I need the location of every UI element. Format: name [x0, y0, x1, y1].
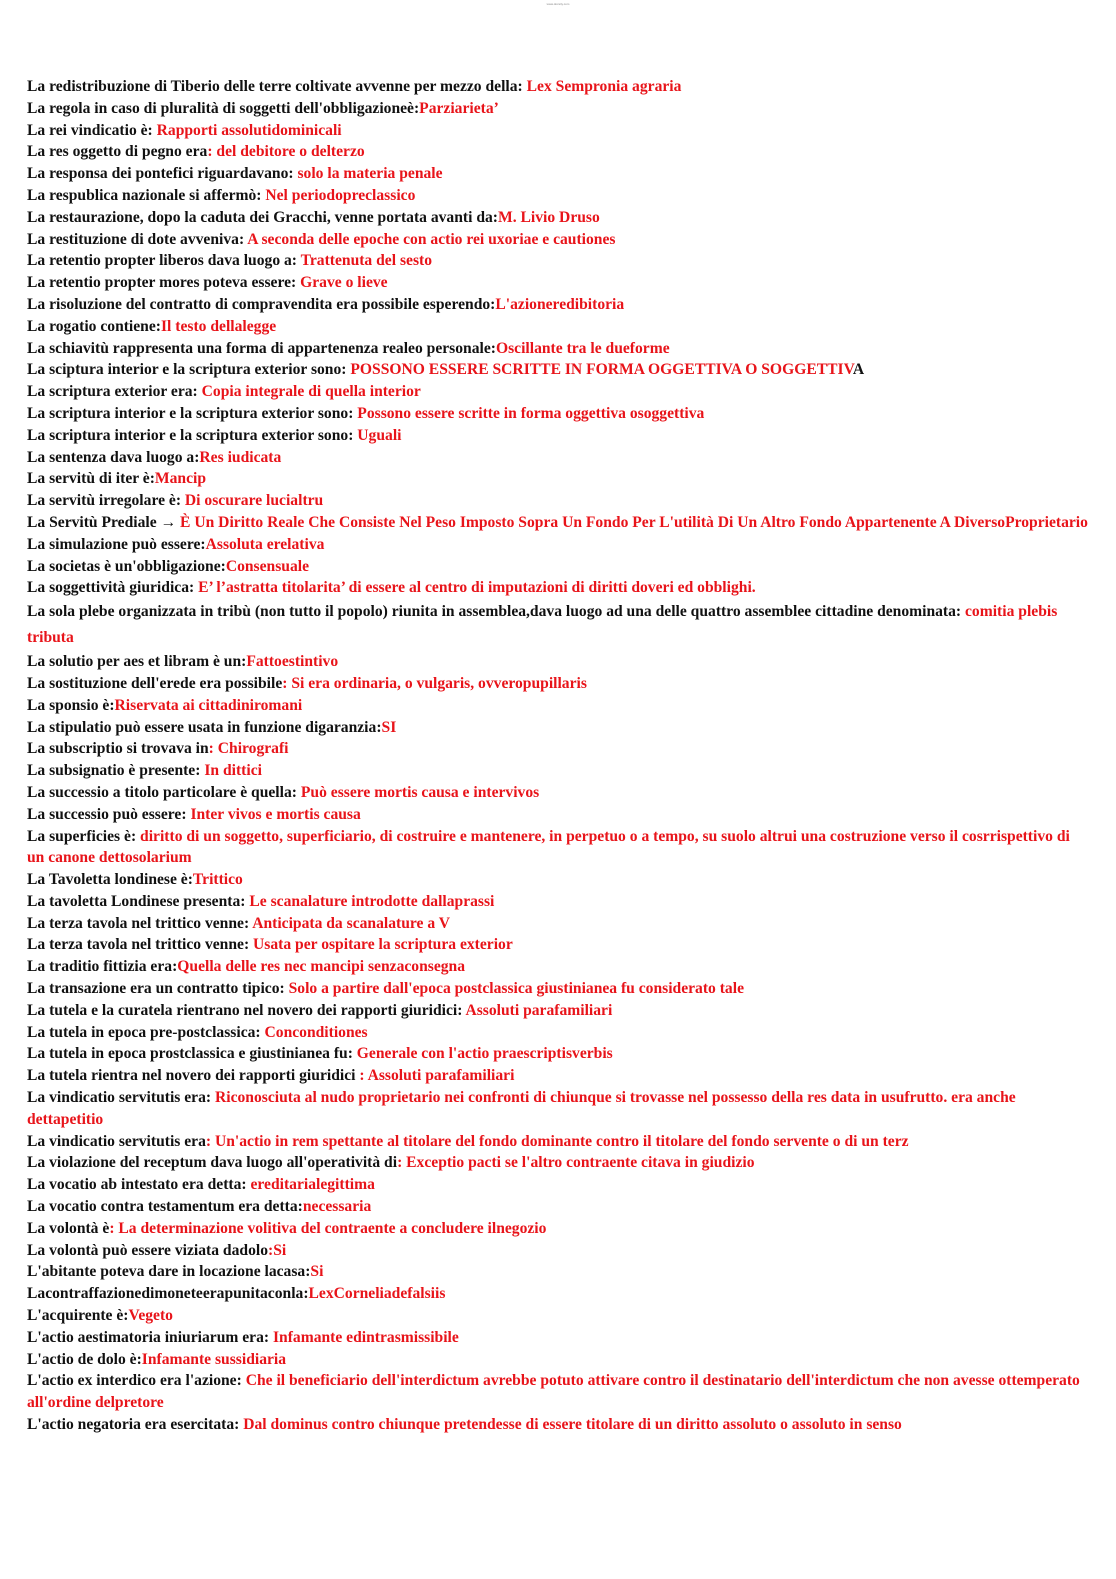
question-text: La solutio per aes et libram è un: — [27, 653, 247, 671]
answer-text: : Si era ordinaria, o vulgaris, ovveropupillaris — [282, 674, 587, 692]
question-text: La volontà può essere viziata dadolo — [27, 1241, 268, 1259]
answer-text: Possono essere scritte in forma oggettiva osoggettiva — [357, 404, 705, 422]
question-text: La rogatio contiene: — [27, 317, 161, 335]
answer-text: Anticipata da scanalature a V — [252, 914, 451, 932]
question-text: La vindicatio servitutis era — [27, 1132, 206, 1150]
qa-entry — [27, 738, 1089, 760]
answer-text: Vegeto — [128, 1307, 173, 1325]
question-text: La terza tavola nel trittico venne: — [27, 936, 254, 954]
question-text: La retentio propter mores poteva essere: — [27, 274, 301, 292]
question-text: La tavoletta Londinese presenta: — [27, 892, 250, 910]
answer-text: M. Livio Druso — [497, 208, 600, 226]
page-header-mark: www.docsity.com — [546, 2, 570, 6]
question-text: La subscriptio si trovava in — [27, 740, 209, 758]
question-text: La sostituzione dell'erede era possibile — [27, 674, 283, 692]
answer-text: : Assoluti parafamiliari — [359, 1067, 515, 1085]
answer-text: Lex Sempronia agraria — [526, 78, 682, 95]
question-text: La superficies è: — [27, 827, 141, 845]
question-text: La volontà è — [27, 1219, 110, 1237]
qa-entry — [27, 447, 1089, 469]
answer-text: Si — [310, 1263, 324, 1281]
qa-entry — [27, 934, 1089, 956]
question-text: La Servitù Prediale → — [27, 513, 181, 531]
answer-text: Infamante sussidiaria — [141, 1350, 287, 1368]
qa-entry — [27, 1152, 1089, 1174]
answer-text: LexCorneliadefalsiis — [308, 1285, 446, 1303]
qa-entry — [27, 804, 1089, 826]
answer-text: Copia integrale di quella interior — [201, 383, 421, 401]
qa-entry — [27, 294, 1089, 316]
answer-text: Che il beneficiario dell'interdictum avrebbe potuto attivare contro il destinatario dell'interdictum che non avesse ottemperato all'ordine delpretore — [27, 1372, 1080, 1412]
question-text: La retentio propter liberos dava luogo a: — [27, 252, 301, 270]
question-text: L'actio de dolo è: — [27, 1350, 142, 1368]
qa-entry — [27, 1305, 1089, 1327]
question-text: La scriptura interior e la scriptura exterior sono: — [27, 404, 358, 422]
qa-entry — [27, 359, 1089, 381]
qa-entry — [27, 1327, 1089, 1349]
qa-entry — [27, 556, 1089, 578]
answer-text: :Si — [268, 1241, 287, 1259]
question-text: La stipulatio può essere usata in funzione digaranzia: — [27, 718, 382, 736]
answer-text: In dittici — [204, 762, 262, 780]
answer-text: Può essere mortis causa e intervivos — [300, 783, 540, 801]
answer-text: Res iudicata — [199, 448, 282, 466]
question-text: La sentenza dava luogo a: — [27, 448, 200, 466]
question-text: La successio può essere: — [27, 805, 191, 823]
qa-entry — [27, 120, 1089, 142]
qa-entry — [27, 717, 1089, 739]
question-text: La societas è un'obbligazione: — [27, 557, 226, 575]
answer-text: Generale con l'actio praescriptisverbis — [356, 1045, 613, 1063]
qa-entry — [27, 826, 1089, 870]
question-text: La restaurazione, dopo la caduta dei Gracchi, venne portata avanti da: — [27, 208, 498, 226]
answer-text: Infamante edintrasmissibile — [272, 1328, 459, 1346]
qa-entry — [27, 1043, 1089, 1065]
qa-entry — [27, 425, 1089, 447]
question-text: La scriptura exterior era: — [27, 383, 202, 401]
question-text: La violazione del receptum dava luogo all'operatività di — [27, 1154, 398, 1172]
answer-tail-text: A — [852, 361, 865, 379]
qa-entry — [27, 403, 1089, 425]
qa-entry — [27, 1261, 1089, 1283]
qa-entry — [27, 1349, 1089, 1371]
qa-entry — [27, 1065, 1089, 1087]
qa-entry — [27, 1283, 1089, 1305]
answer-text: Assoluti parafamiliari — [465, 1001, 613, 1019]
qa-entry — [27, 913, 1089, 935]
qa-entry — [27, 1131, 1089, 1153]
question-text: La vocatio ab intestato era detta: — [27, 1176, 251, 1194]
qa-entry — [27, 512, 1089, 534]
qa-entry — [27, 381, 1089, 403]
answer-text: Le scanalature introdotte dallaprassi — [249, 892, 495, 910]
qa-entry — [27, 1196, 1089, 1218]
qa-entry — [27, 1240, 1089, 1262]
question-text: La tutela in epoca pre-postclassica: — [27, 1023, 265, 1041]
qa-entry — [27, 272, 1089, 294]
qa-entry — [27, 141, 1089, 163]
question-text: La sola plebe organizzata in tribù (non tutto il popolo) riunita in assemblea,dava luogo ad una delle quattro assemblee cittadine denominata: — [27, 603, 966, 621]
qa-entry — [27, 891, 1089, 913]
question-text: La tutela rientra nel novero dei rapporti giuridici — [27, 1067, 360, 1085]
answer-text: Fattoestintivo — [246, 653, 339, 671]
answer-text: Solo a partire dall'epoca postclassica giustinianea fu considerato tale — [288, 980, 744, 998]
question-text: La respublica nazionale si affermò: — [27, 186, 266, 204]
qa-entry — [27, 316, 1089, 338]
answer-text: : Chirografi — [208, 740, 289, 758]
qa-entry — [27, 1218, 1089, 1240]
answer-text: diritto di un soggetto, superficiario, di costruire e mantenere, in perpetuo o a tempo, su suolo altrui una costruzione verso il cosrrispettivo di un canone dettosolarium — [27, 827, 1070, 867]
answer-text: Conconditiones — [264, 1023, 368, 1041]
qa-entry — [27, 1370, 1089, 1414]
answer-text: Dal dominus contro chiunque pretendesse di essere titolare di un diritto assoluto o assoluto in senso — [243, 1416, 902, 1434]
qa-entry — [27, 98, 1089, 120]
answer-text: Trattenuta del sesto — [300, 252, 432, 270]
question-text: Lacontraffazionedimoneteerapunitaconla: — [27, 1285, 309, 1303]
question-text: La tutela e la curatela rientrano nel novero dei rapporti giuridici: — [27, 1001, 466, 1019]
qa-entry — [27, 1022, 1089, 1044]
answer-text: Rapporti assolutidominicali — [156, 121, 342, 139]
qa-entry — [27, 956, 1089, 978]
question-text: La successio a titolo particolare è quella: — [27, 783, 301, 801]
answer-text: Il testo dellalegge — [160, 317, 277, 335]
question-text: La tutela in epoca prostclassica e giustinianea fu: — [27, 1045, 357, 1063]
qa-entry — [27, 490, 1089, 512]
question-text: La res oggetto di pegno era — [27, 143, 208, 161]
qa-entry — [27, 185, 1089, 207]
qa-entry — [27, 207, 1089, 229]
answer-text: : del debitore o delterzo — [207, 143, 365, 161]
answer-text: Uguali — [357, 426, 402, 444]
qa-entry — [27, 1174, 1089, 1196]
question-text: La risoluzione del contratto di compravendita era possibile esperendo: — [27, 295, 496, 313]
qa-entry — [27, 673, 1089, 695]
answer-text: : La determinazione volitiva del contraente a concludere ilnegozio — [109, 1219, 547, 1237]
qa-entry — [27, 782, 1089, 804]
question-text: La traditio fittizia era: — [27, 958, 178, 976]
question-text: La rei vindicatio è: — [27, 121, 157, 139]
answer-text: Quella delle res nec mancipi senzaconsegna — [177, 958, 466, 976]
qa-entry — [27, 338, 1089, 360]
qa-entry — [27, 1414, 1089, 1436]
qa-entry — [27, 229, 1089, 251]
question-text: L'acquirente è: — [27, 1307, 129, 1325]
answer-text: Oscillante tra le dueforme — [495, 339, 670, 357]
question-text: La servitù di iter è: — [27, 470, 155, 488]
answer-text: Riservata ai cittadiniromani — [114, 696, 303, 714]
question-text: L'actio negatoria era esercitata: — [27, 1416, 244, 1434]
question-text: La sponsio è: — [27, 696, 115, 714]
qa-entry — [27, 651, 1089, 673]
question-text: La responsa dei pontefici riguardavano: — [27, 165, 298, 183]
answer-text: : Exceptio pacti se l'altro contraente citava in giudizio — [397, 1154, 755, 1172]
answer-text: SI — [381, 718, 397, 736]
question-text: L'abitante poteva dare in locazione lacasa: — [27, 1263, 311, 1281]
qa-entry — [27, 695, 1089, 717]
question-text: La servitù irregolare è: — [27, 492, 185, 510]
question-text: La regola in caso di pluralità di soggetti dell'obbligazioneè: — [27, 99, 420, 117]
answer-text: A seconda delle epoche con actio rei uxoriae e cautiones — [247, 230, 616, 248]
qa-entry — [27, 250, 1089, 272]
answer-text: Parziarieta’ — [419, 99, 499, 117]
question-text: La vocatio contra testamentum era detta: — [27, 1198, 303, 1216]
question-text: La schiavitù rappresenta una forma di appartenenza realeo personale: — [27, 339, 496, 357]
question-text: La soggettività giuridica: — [27, 579, 199, 597]
question-text: La subsignatio è presente: — [27, 762, 205, 780]
question-text: La scriptura interior e la scriptura exterior sono: — [27, 426, 358, 444]
answer-text: Trittico — [192, 871, 243, 889]
answer-text: Assoluta erelativa — [205, 535, 325, 553]
qa-entry — [27, 760, 1089, 782]
qa-entry — [27, 978, 1089, 1000]
answer-text: Mancip — [154, 470, 207, 488]
answer-text: E’ l’astratta titolarita’ di essere al centro di imputazioni di diritti doveri ed obblighi. — [198, 579, 756, 597]
answer-text: È Un Diritto Reale Che Consiste Nel Peso Imposto Sopra Un Fondo Per L'utilità Di Un Altro Fondo Appartenente A DiversoProprietario — [180, 513, 1088, 531]
answer-text: Grave o lieve — [300, 274, 388, 292]
answer-text: Nel periodopreclassico — [265, 186, 416, 204]
question-text: La redistribuzione di Tiberio delle terre coltivate avvenne per mezzo della: — [27, 78, 527, 95]
question-text: L'actio aestimatoria iniuriarum era: — [27, 1328, 273, 1346]
question-text: La transazione era un contratto tipico: — [27, 980, 289, 998]
qa-entry — [27, 468, 1089, 490]
question-text: La vindicatio servitutis era: — [27, 1089, 215, 1107]
question-text: L'actio ex interdico era l'azione: — [27, 1372, 246, 1390]
answer-text: POSSONO ESSERE SCRITTE IN FORMA OGGETTIVA O SOGGETTIV — [350, 361, 853, 379]
qa-entry — [27, 534, 1089, 556]
question-text: La sciptura interior e la scriptura exterior sono: — [27, 361, 351, 379]
question-text: La simulazione può essere: — [27, 535, 206, 553]
document-page — [27, 76, 1089, 1436]
qa-entry — [27, 1000, 1089, 1022]
answer-text: ereditarialegittima — [250, 1176, 375, 1194]
qa-entry — [27, 76, 1089, 98]
qa-entry — [27, 599, 1089, 651]
answer-text: Inter vivos e mortis causa — [190, 805, 361, 823]
qa-entry — [27, 1087, 1089, 1131]
answer-text: Di oscurare lucialtru — [184, 492, 324, 510]
question-text: La Tavoletta londinese è: — [27, 871, 193, 889]
question-text: La terza tavola nel trittico venne: — [27, 914, 253, 932]
answer-text: comitia plebis tributa — [27, 603, 1058, 647]
answer-text: solo la materia penale — [297, 165, 443, 183]
answer-text: Usata per ospitare la scriptura exterior — [253, 936, 513, 954]
answer-text: necessaria — [302, 1198, 372, 1216]
qa-entry — [27, 869, 1089, 891]
question-text: La restituzione di dote avveniva: — [27, 230, 248, 248]
qa-entry — [27, 577, 1089, 599]
answer-text: Riconosciuta al nudo proprietario nei confronti di chiunque si trovasse nel possesso della res data in usufrutto. era anche dettapetitio — [27, 1089, 1016, 1128]
answer-text: Consensuale — [225, 557, 310, 575]
answer-text: : Un'actio in rem spettante al titolare del fondo dominante contro il titolare del fondo servente o di un terz — [205, 1132, 909, 1150]
answer-text: L'azioneredibitoria — [495, 295, 625, 313]
qa-entry — [27, 163, 1089, 185]
